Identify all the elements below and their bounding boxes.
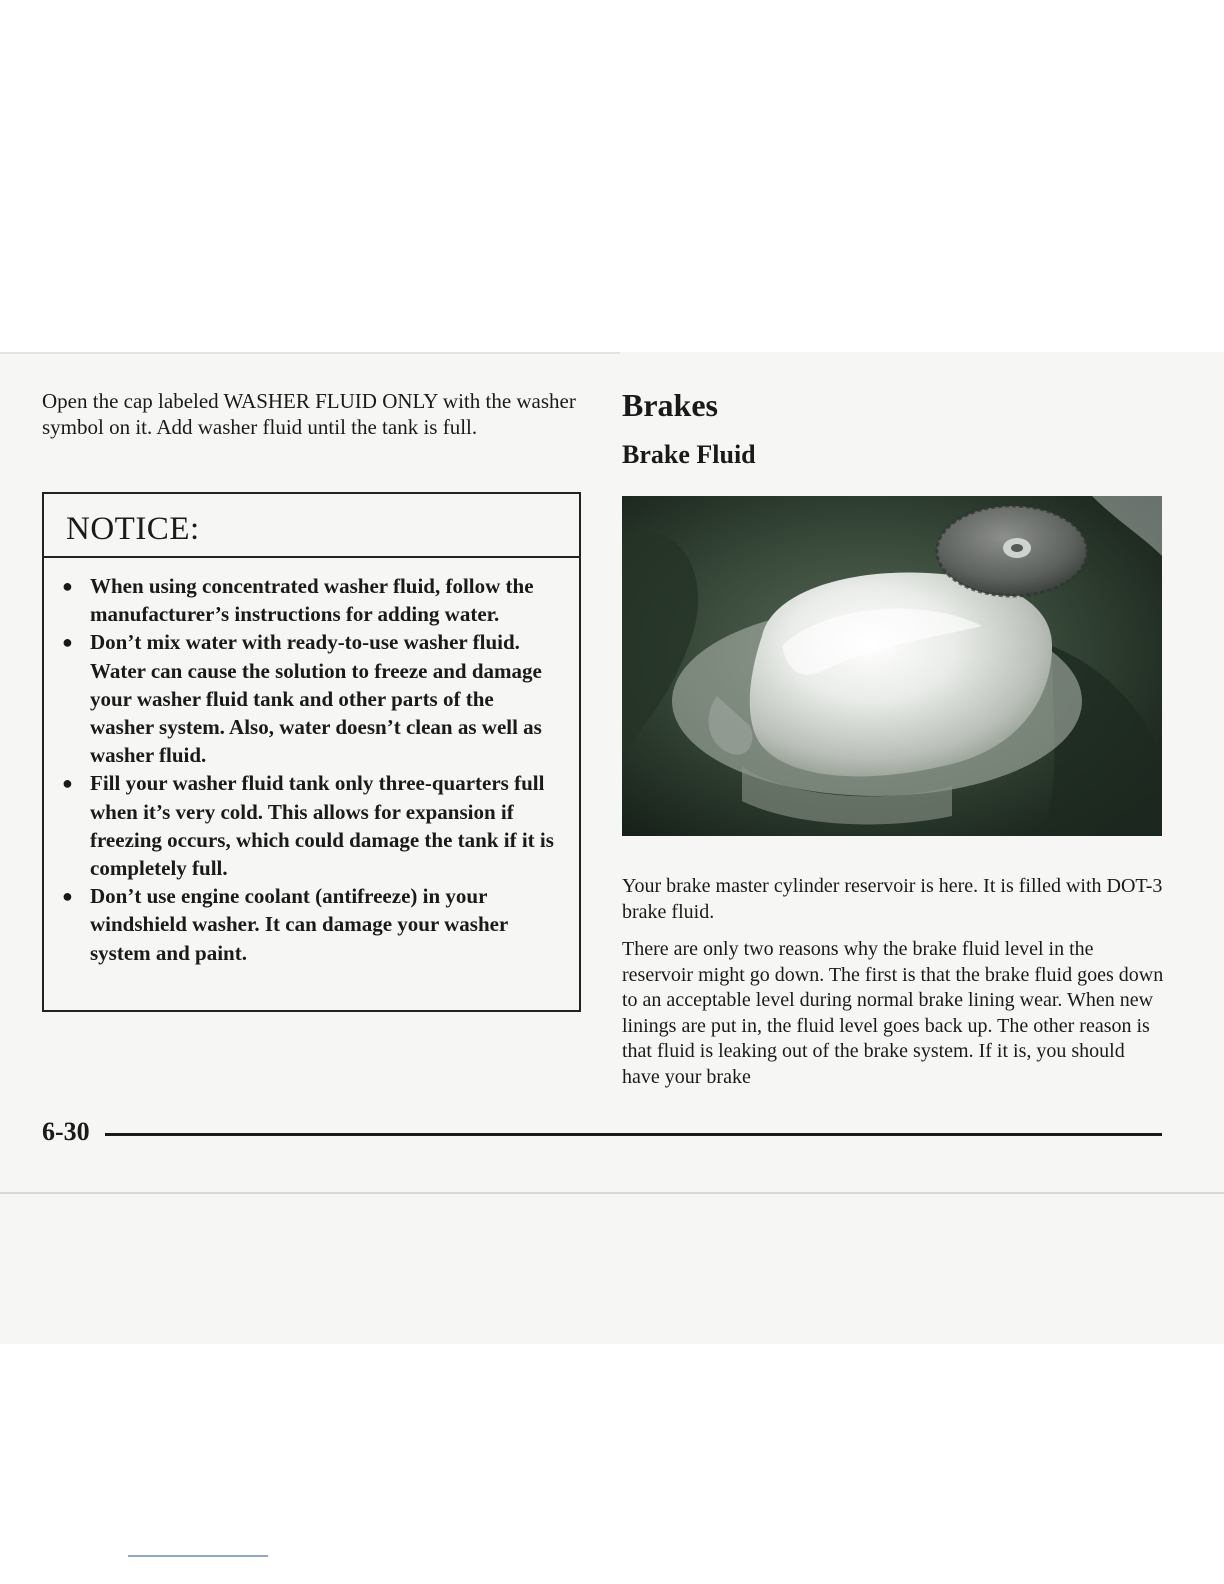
subsection-heading: Brake Fluid: [622, 440, 756, 469]
scan-artifact-line: [128, 1555, 268, 1557]
bullet-icon: ●: [62, 886, 73, 907]
notice-title: NOTICE:: [44, 494, 579, 558]
bullet-icon: ●: [62, 632, 73, 653]
notice-box: [42, 492, 581, 1012]
footer-rule: [105, 1133, 1162, 1136]
reservoir-description: Your brake master cylinder reservoir is here. It is filled with DOT-3 brake fluid.: [622, 875, 1163, 923]
brake-master-cylinder-reservoir-photo: [622, 496, 1162, 836]
scan-edge-bottom: [0, 1192, 1224, 1194]
scan-edge-top: [0, 352, 620, 354]
notice-item: [62, 572, 561, 628]
section-heading: Brakes: [622, 387, 718, 423]
notice-item: [62, 769, 561, 882]
notice-item-text: Don’t mix water with ready-to-use washer fluid. Water can cause the solution to freeze and damage your washer fluid tank and other parts of the washer system. Also, water doesn’t clean as well as washer fluid.: [90, 630, 542, 768]
bullet-icon: ●: [62, 576, 73, 596]
brake-fluid-level-text: There are only two reasons why the brake fluid level in the reservoir might go down. The first is that the brake fluid goes down to an acceptable level during normal brake lining wear. When new linings are put in, the fluid level goes back up. The other reason is that fluid is leaking out of the brake system. If it is, you should have your brake: [622, 938, 1164, 1088]
brake-reservoir-photo: [622, 496, 1162, 836]
notice-item: [62, 628, 561, 769]
notice-item-text: When using concentrated washer fluid, follow the manufacturer’s instructions for adding water.: [90, 574, 534, 627]
notice-item-text: Fill your washer fluid tank only three-quarters full when it’s very cold. This allows for expansion if freezing occurs, which could damage the tank if it is completely full.: [90, 771, 554, 881]
notice-list: [44, 558, 579, 967]
washer-intro-text: Open the cap labeled WASHER FLUID ONLY with the washer symbol on it. Add washer fluid until the tank is full.: [42, 389, 576, 439]
bullet-icon: ●: [62, 773, 73, 794]
notice-item-text: Don’t use engine coolant (antifreeze) in your windshield washer. It can damage your washer system and paint.: [90, 884, 508, 965]
page-number: 6-30: [42, 1117, 90, 1146]
notice-item: [62, 882, 561, 967]
